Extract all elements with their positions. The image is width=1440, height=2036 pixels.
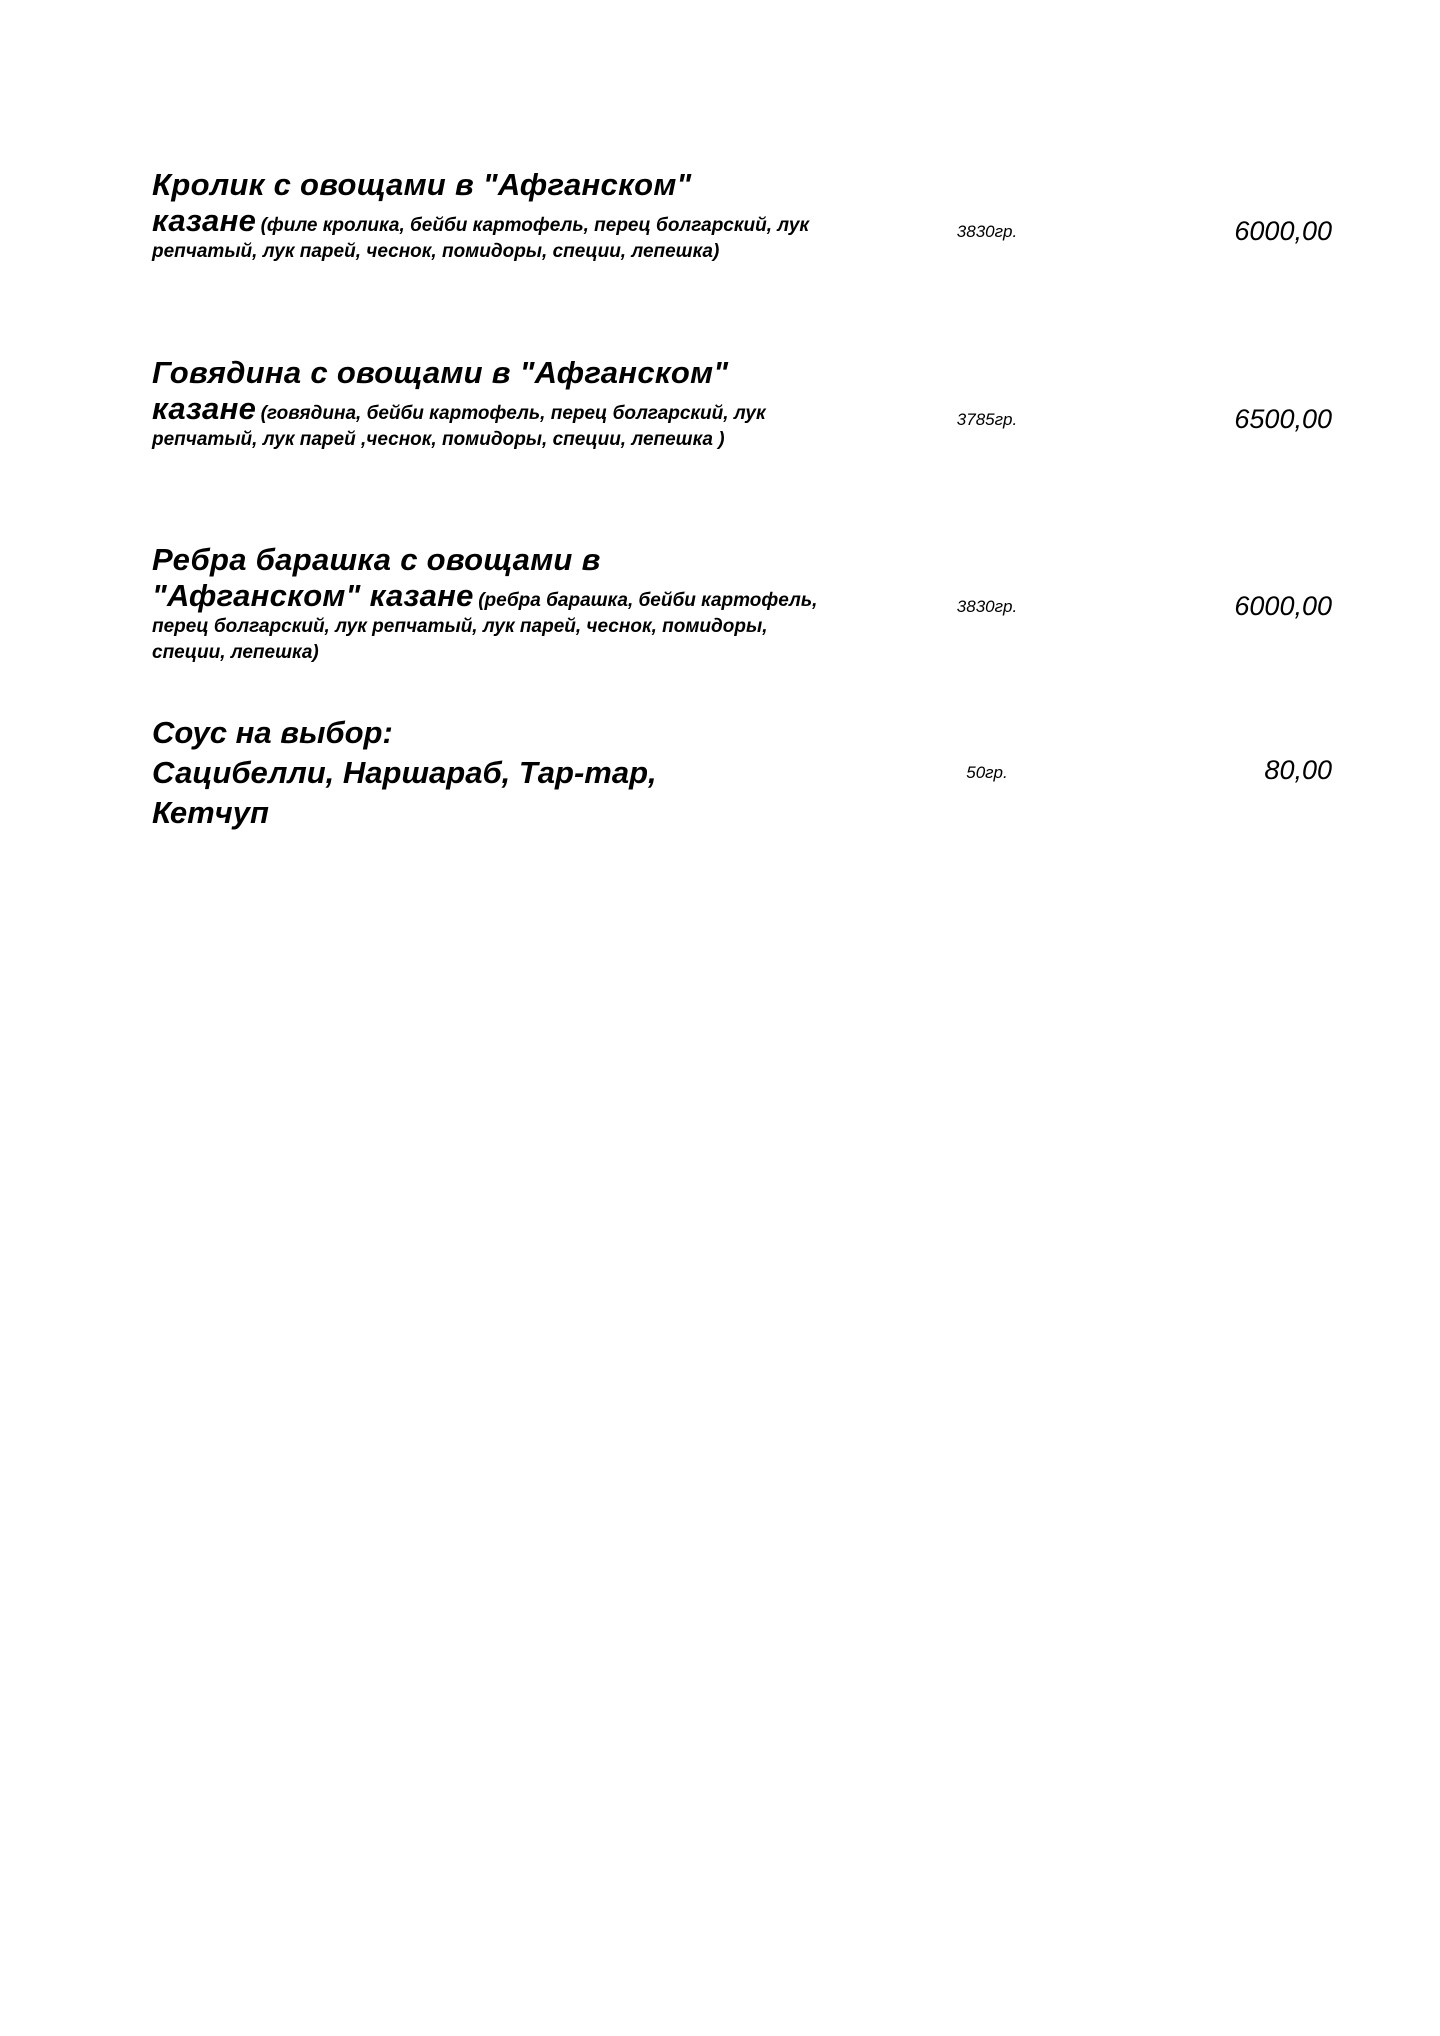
dish-title-line1: Кролик с овощами в "Афганском" [152, 167, 692, 202]
sauce-options-cont: Кетчуп [152, 795, 269, 830]
dish-weight: 3785гр. [956, 410, 1018, 429]
sauce-heading: Соус на выбор: [152, 715, 393, 750]
dish-ingredients: (говядина, бейби картофель, перец болгарский, лук репчатый, лук парей ,чеснок, помидоры, специи, лепешка ) [152, 403, 766, 450]
dish-description [152, 167, 832, 265]
dish-title-line2: казане [152, 203, 257, 238]
dish-price: 6000,00 [1234, 216, 1332, 246]
dish-title-line2: казане [152, 391, 257, 426]
dish-price: 6500,00 [1234, 404, 1332, 434]
sauce-weight: 50гр. [966, 763, 1008, 782]
dish-ingredients: (ребра барашка, бейби картофель, перец болгарский, лук репчатый, лук парей, чеснок, помидоры, специи, лепешка) [152, 590, 818, 663]
dish-description [152, 355, 832, 453]
sauce-price: 80,00 [1264, 755, 1332, 785]
dish-title-line1: Ребра барашка с овощами в [152, 542, 601, 577]
dish-price: 6000,00 [1234, 591, 1332, 621]
dish-weight: 3830гр. [956, 597, 1018, 616]
dish-weight: 3830гр. [956, 222, 1018, 241]
sauce-options: Сацибелли, Наршараб, Тар-тар, [152, 755, 657, 790]
dish-title-line1: Говядина с овощами в "Афганском" [152, 355, 729, 390]
dish-ingredients: (филе кролика, бейби картофель, перец болгарский, лук репчатый, лук парей, чеснок, помидоры, специи, лепешка) [152, 215, 810, 262]
dish-title-line2: "Афганском" казане [152, 578, 474, 613]
dish-description [152, 542, 832, 666]
sauce-description [152, 713, 832, 833]
